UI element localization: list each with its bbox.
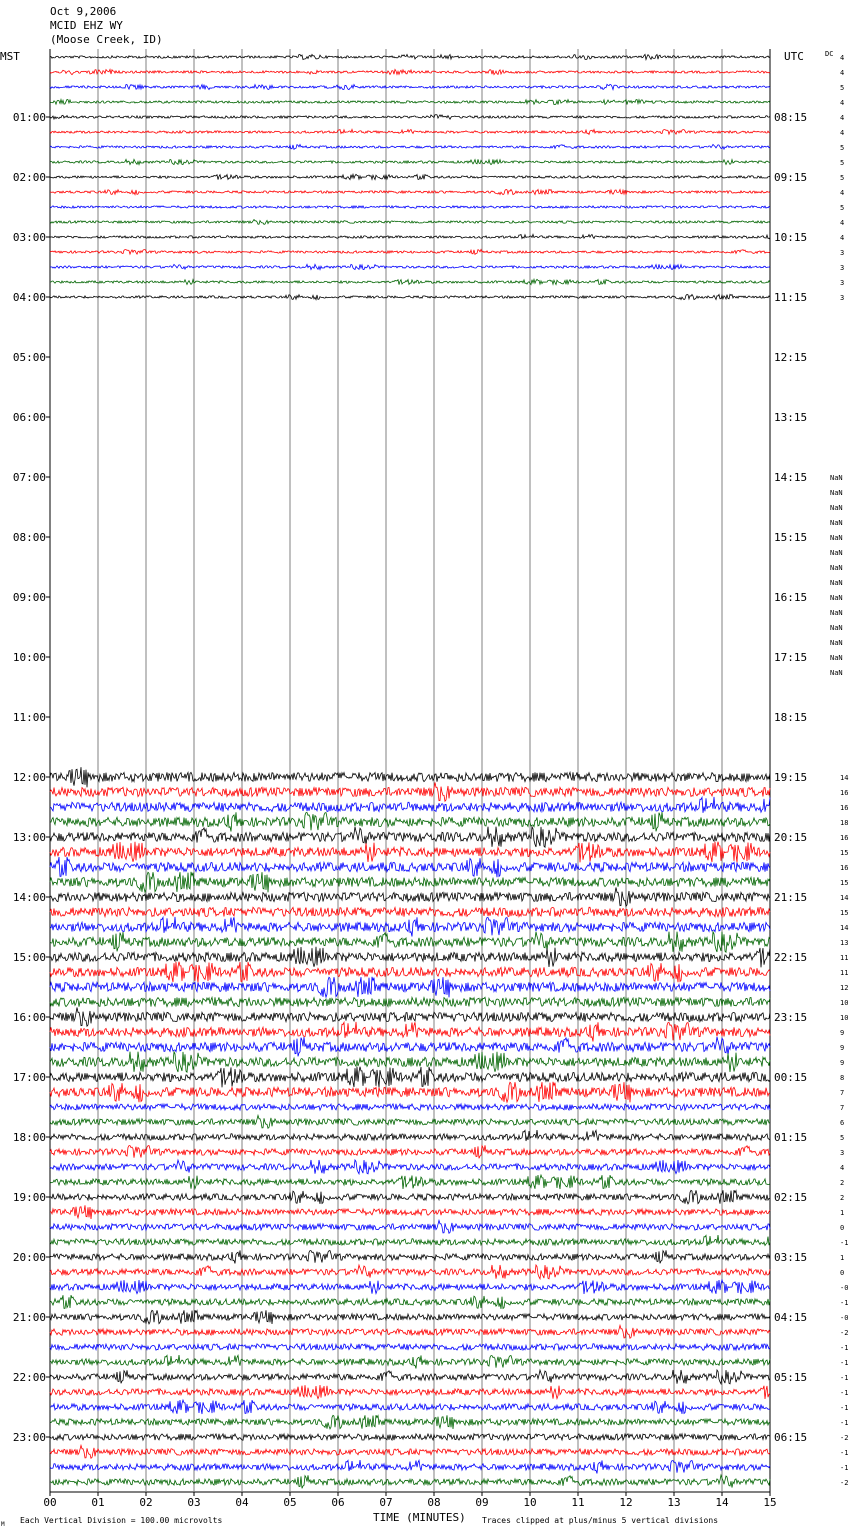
nan-label: NaN [830,519,843,527]
dc-value: -1 [840,1389,849,1397]
trace-line [50,782,770,801]
right-hour-label: 13:15 [774,411,808,424]
dc-value: 11 [840,954,849,962]
dc-value: 3 [840,1149,845,1157]
dc-value: 5 [840,204,845,212]
nan-label: NaN [830,534,843,542]
dc-value: -2 [840,1479,849,1487]
dc-value: 5 [840,159,845,167]
dc-value: 16 [840,834,849,842]
trace-line [50,1205,770,1219]
trace-line [50,1385,770,1399]
trace-line [50,1007,770,1026]
trace-line [50,1265,770,1279]
left-hour-label: 14:00 [12,891,46,904]
nan-label: NaN [830,489,843,497]
trace-line [50,84,770,89]
trace-line [50,1082,770,1103]
dc-label: DC [825,50,834,58]
location-label: (Moose Creek, ID) [50,33,163,46]
left-hour-label: 04:00 [12,291,46,304]
trace-line [50,872,770,893]
dc-value: 15 [840,849,849,857]
nan-label: NaN [830,564,843,572]
dc-value: -1 [840,1374,849,1382]
dc-value: 4 [840,189,845,197]
clip-note: Traces clipped at plus/minus 5 vertical divisions [482,1516,719,1525]
trace-line [50,1475,770,1488]
right-hour-label: 03:15 [774,1251,808,1264]
right-hour-label: 05:15 [774,1371,808,1384]
right-hour-label: 18:15 [774,711,808,724]
nan-label: NaN [830,624,843,632]
trace-line [50,1445,770,1458]
left-hour-label: 05:00 [12,351,46,364]
left-hour-label: 01:00 [12,111,46,124]
x-tick-label: 03 [187,1496,201,1509]
trace-line [50,767,770,787]
dc-value: -2 [840,1329,849,1337]
right-hour-label: 10:15 [774,231,808,244]
x-tick-label: 08 [427,1496,441,1509]
nan-label: NaN [830,504,843,512]
right-hour-label: 09:15 [774,171,808,184]
left-hour-label: 10:00 [12,651,46,664]
left-hour-label: 03:00 [12,231,46,244]
trace-line [50,54,770,59]
dc-value: 11 [840,969,849,977]
trace-line [50,1037,770,1057]
trace-line [50,1160,770,1174]
dc-value: 3 [840,294,845,302]
left-hour-label: 09:00 [12,591,46,604]
right-hour-label: 15:15 [774,531,808,544]
dc-value: 18 [840,819,849,827]
dc-value: 3 [840,249,845,257]
trace-line [50,1175,770,1189]
right-hour-label: 08:15 [774,111,808,124]
nan-label: NaN [830,669,843,677]
left-hour-label: 11:00 [12,711,46,724]
right-hour-label: 02:15 [774,1191,808,1204]
trace-line [50,129,770,134]
trace-line [50,159,770,164]
trace-line [50,907,770,916]
dc-value: 2 [840,1179,845,1187]
trace-line [50,797,770,813]
dc-value: 14 [840,894,849,902]
dc-value: -1 [840,1404,849,1412]
right-hour-label: 12:15 [774,351,808,364]
dc-value: 4 [840,129,845,137]
trace-line [50,1052,770,1073]
dc-value: -1 [840,1344,849,1352]
trace-line [50,1370,770,1384]
dc-value: 3 [840,264,845,272]
nan-label: NaN [830,474,843,482]
trace-line [50,1130,770,1141]
dc-value: 0 [840,1224,845,1232]
date-label: Oct 9,2006 [50,5,117,18]
x-tick-label: 06 [331,1496,345,1509]
trace-line [50,997,770,1006]
dc-value: 16 [840,789,849,797]
dc-value: 14 [840,774,849,782]
dc-value: 4 [840,1164,845,1172]
dc-value: 5 [840,144,845,152]
x-tick-label: 12 [619,1496,633,1509]
right-hour-label: 22:15 [774,951,808,964]
trace-line [50,917,770,937]
trace-line [50,189,770,194]
dc-value: 1 [840,1209,845,1217]
dc-value: 3 [840,279,845,287]
right-timezone-label: UTC [784,50,804,63]
dc-value: 13 [840,939,849,947]
right-hour-label: 14:15 [774,471,808,484]
dc-value: 4 [840,69,845,77]
left-hour-label: 23:00 [12,1431,46,1444]
trace-line [50,1355,770,1368]
left-hour-label: 21:00 [12,1311,46,1324]
trace-line [50,100,770,105]
x-tick-label: 15 [763,1496,777,1509]
trace-line [50,977,770,998]
right-hour-label: 17:15 [774,651,808,664]
left-hour-label: 12:00 [12,771,46,784]
x-tick-label: 02 [139,1496,153,1509]
right-hour-label: 06:15 [774,1431,808,1444]
dc-value: 10 [840,999,849,1007]
dc-value: 8 [840,1074,845,1082]
dc-value: 0 [840,1269,845,1277]
nan-label: NaN [830,579,843,587]
trace-line [50,1415,770,1429]
trace-line [50,1145,770,1158]
left-timezone-label: MST [0,50,20,63]
dc-value: 7 [840,1089,845,1097]
trace-line [50,842,770,863]
dc-value: 15 [840,879,849,887]
trace-line [50,69,770,74]
nan-label: NaN [830,654,843,662]
x-tick-label: 07 [379,1496,393,1509]
left-hour-label: 22:00 [12,1371,46,1384]
left-hour-label: 08:00 [12,531,46,544]
trace-line [50,827,770,848]
dc-value: -1 [840,1239,849,1247]
trace-line [50,234,770,239]
right-hour-label: 19:15 [774,771,808,784]
dc-value: 9 [840,1029,845,1037]
trace-line [50,264,770,269]
trace-line [50,294,770,299]
trace-line [50,1325,770,1338]
dc-value: 10 [840,1014,849,1022]
x-tick-label: 01 [91,1496,105,1509]
dc-value: -0 [840,1314,849,1322]
trace-line [50,220,770,225]
dc-value: 2 [840,1194,845,1202]
dc-value: -1 [840,1419,849,1427]
trace-line [50,206,770,208]
trace-line [50,1022,770,1042]
dc-value: 7 [840,1104,845,1112]
trace-line [50,1460,770,1473]
trace-line [50,1280,770,1294]
trace-line [50,947,770,968]
dc-value: 9 [840,1044,845,1052]
trace-line [50,1067,770,1088]
right-hour-label: 11:15 [774,291,808,304]
left-hour-label: 17:00 [12,1071,46,1084]
trace-line [50,1235,770,1246]
dc-value: -1 [840,1299,849,1307]
trace-line [50,1400,770,1414]
traces-group [50,54,770,1488]
left-hour-label: 13:00 [12,831,46,844]
trace-line [50,1295,770,1309]
right-hour-label: 04:15 [774,1311,808,1324]
left-hour-label: 06:00 [12,411,46,424]
right-hour-label: 23:15 [774,1011,808,1024]
x-tick-label: 04 [235,1496,249,1509]
trace-line [50,887,770,906]
dc-value: -1 [840,1449,849,1457]
left-hour-label: 07:00 [12,471,46,484]
dc-value: 1 [840,1254,845,1262]
dc-value: 15 [840,909,849,917]
left-hour-label: 20:00 [12,1251,46,1264]
left-hour-label: 02:00 [12,171,46,184]
dc-value: 4 [840,234,845,242]
right-hour-label: 01:15 [774,1131,808,1144]
nan-label: NaN [830,549,843,557]
dc-value: 5 [840,174,845,182]
dc-value: 4 [840,114,845,122]
dc-value: 12 [840,984,849,992]
dc-value: 16 [840,864,849,872]
dc-value: 4 [840,54,845,62]
trace-line [50,1310,770,1324]
scale-note: Each Vertical Division = 100.00 microvolts [20,1516,223,1525]
x-axis-title: TIME (MINUTES) [373,1511,466,1524]
trace-line [50,857,770,877]
left-hour-label: 16:00 [12,1011,46,1024]
left-hour-label: 19:00 [12,1191,46,1204]
right-hour-label: 16:15 [774,591,808,604]
trace-line [50,1220,770,1233]
x-tick-label: 00 [43,1496,57,1509]
trace-line [50,1190,770,1204]
dc-value: -0 [840,1284,849,1292]
dc-value: -1 [840,1359,849,1367]
x-tick-label: 05 [283,1496,297,1509]
dc-value: 4 [840,99,845,107]
trace-line [50,174,770,179]
station-label: MCID EHZ WY [50,19,123,32]
nan-label: NaN [830,594,843,602]
dc-value: 6 [840,1119,845,1127]
left-hour-label: 18:00 [12,1131,46,1144]
dc-value: 14 [840,924,849,932]
dc-value: 5 [840,1134,845,1142]
x-tick-label: 13 [667,1496,681,1509]
dc-value: 9 [840,1059,845,1067]
trace-line [50,250,770,255]
trace-line [50,962,770,983]
dc-value: 16 [840,804,849,812]
right-hour-label: 21:15 [774,891,808,904]
nan-label: NaN [830,639,843,647]
trace-line [50,279,770,284]
trace-line [50,812,770,831]
dc-value: 4 [840,219,845,227]
x-tick-label: 10 [523,1496,537,1509]
trace-line [50,1250,770,1263]
nan-label: NaN [830,609,843,617]
x-tick-label: 09 [475,1496,489,1509]
trace-line [50,1434,770,1440]
dc-value: 5 [840,84,845,92]
left-hour-label: 15:00 [12,951,46,964]
trace-line [50,1344,770,1350]
dc-value: -1 [840,1464,849,1472]
x-tick-label: 14 [715,1496,729,1509]
corner-mark: M [1,1521,5,1528]
trace-line [50,932,770,953]
dc-value: -2 [840,1434,849,1442]
right-hour-label: 20:15 [774,831,808,844]
trace-line [50,115,770,120]
x-tick-label: 11 [571,1496,585,1509]
trace-line [50,144,770,149]
trace-line [50,1115,770,1128]
trace-line [50,1104,770,1110]
right-hour-label: 00:15 [774,1071,808,1084]
